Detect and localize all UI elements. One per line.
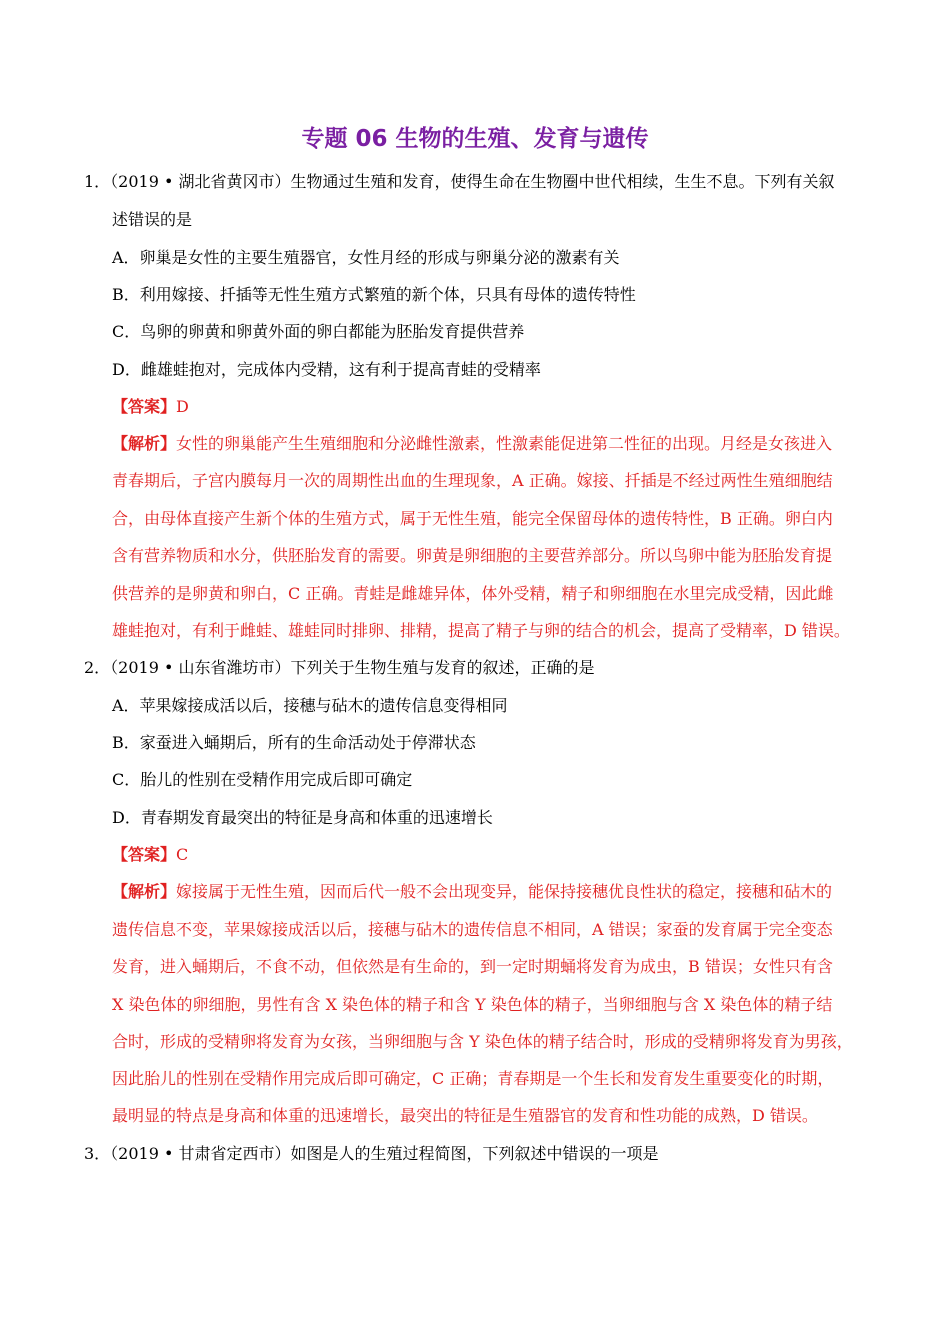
q2-analysis-line-7: 最明显的特点是身高和体重的迅速增长，最突出的特征是生殖器官的发育和性功能的成熟，D 错误。 bbox=[112, 1106, 818, 1125]
q2-answer bbox=[112, 845, 188, 865]
analysis-text: 嫁接属于无性生殖，因而后代一般不会出现变异，能保持接穗优良性状的稳定，接穗和砧木的 bbox=[176, 882, 833, 901]
answer-tag: 【答案】 bbox=[112, 397, 177, 416]
q1-analysis-line-3: 合，由母体直接产生新个体的生殖方式，属于无性生殖，能完全保留母体的遗传特性，B 正确。卵白内 bbox=[112, 509, 833, 528]
q2-analysis-line-6: 因此胎儿的性别在受精作用完成后即可确定，C 正确；青春期是一个生长和发育发生重要变化的时期， bbox=[112, 1069, 834, 1088]
q2-option-c: C．胎儿的性别在受精作用完成后即可确定 bbox=[112, 770, 413, 789]
q2-analysis-line-4: X 染色体的卵细胞，男性有含 X 染色体的精子和含 Y 染色体的精子，当卵细胞与含 X 染色体的精子结 bbox=[112, 995, 833, 1014]
q2-analysis-line-3: 发育，进入蛹期后，不食不动，但依然是有生命的，到一定时期蛹将发育为成虫，B 错误；女性只有含 bbox=[112, 957, 833, 976]
analysis-text: 女性的卵巢能产生生殖细胞和分泌雌性激素，性激素能促进第二性征的出现。月经是女孩进入 bbox=[176, 434, 833, 453]
q1-analysis-line-2: 青春期后，子宫内膜每月一次的周期性出血的生理现象，A 正确。嫁接、扦插是不经过两性生殖细胞结 bbox=[112, 471, 833, 490]
q1-stem-line-1: 1．（2019 • 湖北省黄冈市）生物通过生殖和发育，使得生命在生物圈中世代相续，生生不息。下列有关叙 bbox=[84, 172, 835, 191]
analysis-tag: 【解析】 bbox=[112, 882, 177, 901]
answer-value: C bbox=[176, 845, 189, 864]
q1-option-c: C．鸟卵的卵黄和卵黄外面的卵白都能为胚胎发育提供营养 bbox=[112, 322, 525, 341]
q3-stem-line-1: 3．（2019 • 甘肃省定西市）如图是人的生殖过程简图，下列叙述中错误的一项是 bbox=[84, 1144, 659, 1163]
q1-option-d: D．雌雄蛙抱对，完成体内受精，这有利于提高青蛙的受精率 bbox=[112, 360, 541, 379]
q2-stem-line-1: 2．（2019 • 山东省潍坊市）下列关于生物生殖与发育的叙述，正确的是 bbox=[84, 658, 595, 677]
q2-option-a: A．苹果嫁接成活以后，接穗与砧木的遗传信息变得相同 bbox=[112, 696, 508, 715]
q1-answer bbox=[112, 397, 189, 417]
answer-value: D bbox=[176, 397, 189, 416]
answer-tag: 【答案】 bbox=[112, 845, 177, 864]
q2-analysis-line-5: 合时，形成的受精卵将发育为女孩，当卵细胞与含 Y 染色体的精子结合时，形成的受精卵将发育为男孩， bbox=[112, 1032, 853, 1051]
analysis-tag: 【解析】 bbox=[112, 434, 177, 453]
page-title: 专题 06 生物的生殖、发育与遗传 bbox=[301, 126, 649, 152]
q1-stem-line-2: 述错误的是 bbox=[112, 210, 193, 229]
q1-analysis-line-4: 含有营养物质和水分，供胚胎发育的需要。卵黄是卵细胞的主要营养部分。所以鸟卵中能为胚胎发育提 bbox=[112, 546, 833, 565]
q2-analysis-line-1 bbox=[112, 882, 832, 902]
q2-analysis-line-2: 遗传信息不变，苹果嫁接成活以后，接穗与砧木的遗传信息不相同，A 错误；家蚕的发育属于完全变态 bbox=[112, 920, 833, 939]
q1-analysis-line-5: 供营养的是卵黄和卵白，C 正确。青蛙是雌雄异体，体外受精，精子和卵细胞在水里完成受精，因此雌 bbox=[112, 584, 834, 603]
q2-option-b: B．家蚕进入蛹期后，所有的生命活动处于停滞状态 bbox=[112, 733, 476, 752]
q1-option-a: A．卵巢是女性的主要生殖器官，女性月经的形成与卵巢分泌的激素有关 bbox=[112, 248, 620, 267]
q1-analysis-line-1 bbox=[112, 434, 832, 454]
q1-option-b: B．利用嫁接、扦插等无性生殖方式繁殖的新个体，只具有母体的遗传特性 bbox=[112, 285, 636, 304]
q2-option-d: D．青春期发育最突出的特征是身高和体重的迅速增长 bbox=[112, 808, 493, 827]
q1-analysis-line-6: 雄蛙抱对，有利于雌蛙、雄蛙同时排卵、排精，提高了精子与卵的结合的机会，提高了受精率，D 错误。 bbox=[112, 621, 850, 640]
